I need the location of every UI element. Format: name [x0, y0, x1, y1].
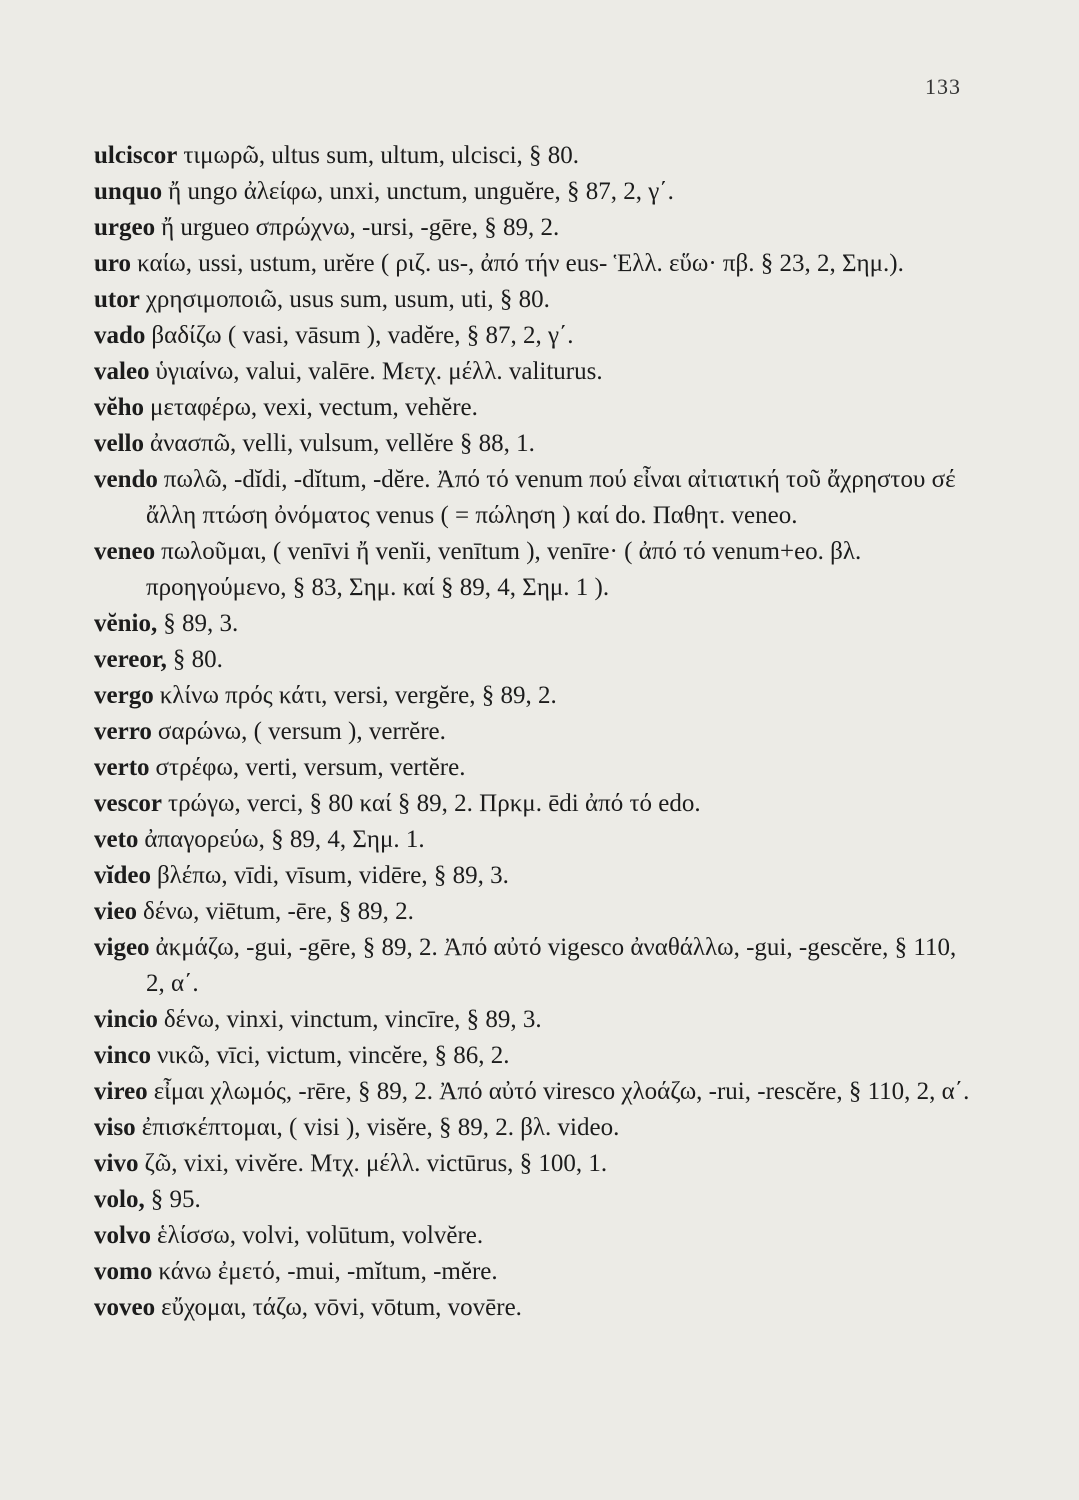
entry-headword: vomo: [94, 1258, 153, 1285]
entry-definition: χρησιμοποιῶ, usus sum, usum, uti, § 80.: [145, 286, 550, 313]
entry-headword: vivo: [94, 1150, 139, 1177]
entry-definition: σαρώνω, ( versum ), verrĕre.: [157, 718, 446, 745]
entry-headword: voveo: [94, 1294, 156, 1321]
dictionary-entry: [94, 138, 974, 174]
entry-definition: δένω, viētum, -ēre, § 89, 2.: [143, 898, 414, 925]
entry-headword: volvo: [94, 1222, 151, 1249]
entry-headword: vieo: [94, 898, 138, 925]
entry-definition: βλέπω, vīdi, vīsum, vidēre, § 89, 3.: [156, 862, 509, 889]
entry-headword: vireo: [94, 1078, 148, 1105]
dictionary-entry: [94, 1074, 974, 1110]
entry-definition: ἑλίσσω, volvi, volūtum, volvĕre.: [156, 1222, 484, 1249]
entry-list: [94, 138, 974, 1326]
entry-definition: κάνω ἐμετό, -mui, -mĭtum, -mĕre.: [158, 1258, 498, 1285]
dictionary-entry: [94, 210, 974, 246]
entry-definition: § 89, 3.: [163, 610, 239, 637]
dictionary-entry: [94, 642, 974, 678]
dictionary-entry: [94, 1290, 974, 1326]
entry-definition: ἀπαγορεύω, § 89, 4, Σημ. 1.: [144, 826, 425, 853]
entry-headword: vado: [94, 322, 146, 349]
dictionary-entry: [94, 606, 974, 642]
dictionary-entry: [94, 750, 974, 786]
dictionary-entry: [94, 354, 974, 390]
entry-definition: μεταφέρω, vexi, vectum, vehĕre.: [150, 394, 478, 421]
entry-headword: verro: [94, 718, 152, 745]
dictionary-entry: [94, 1182, 974, 1218]
entry-headword: vereor,: [94, 646, 167, 673]
entry-headword: vergo: [94, 682, 154, 709]
dictionary-entry: [94, 462, 974, 534]
entry-headword: vĭdeo: [94, 862, 151, 889]
entry-definition: ἀκμάζω, -gui, -gēre, § 89, 2. Ἀπό αὐτό vigesco ἀναθάλλω, -gui, -gescĕre, § 110, 2, α΄.: [146, 934, 957, 997]
entry-headword: vinco: [94, 1042, 151, 1069]
entry-definition: καίω, ussi, ustum, urĕre ( ριζ. us-, ἀπό τήν eus- Ἑλλ. εὕω· πβ. § 23, 2, Σημ.).: [137, 250, 904, 277]
dictionary-entry: [94, 390, 974, 426]
entry-headword: vĕnio,: [94, 610, 158, 637]
entry-headword: vincio: [94, 1006, 158, 1033]
dictionary-entry: [94, 786, 974, 822]
entry-definition: ἐπισκέπτομαι, ( visi ), visĕre, § 89, 2. βλ. video.: [141, 1114, 620, 1141]
entry-headword: vescor: [94, 790, 163, 817]
dictionary-entry: [94, 858, 974, 894]
dictionary-entry: [94, 714, 974, 750]
dictionary-entry: [94, 174, 974, 210]
entry-definition: βαδίζω ( vasi, vāsum ), vadĕre, § 87, 2, γ΄.: [151, 322, 574, 349]
dictionary-entry: [94, 426, 974, 462]
dictionary-entry: [94, 1038, 974, 1074]
entry-headword: viso: [94, 1114, 136, 1141]
entry-headword: ulciscor: [94, 142, 178, 169]
entry-definition: § 95.: [150, 1186, 201, 1213]
dictionary-entry: [94, 282, 974, 318]
entry-headword: valeo: [94, 358, 150, 385]
entry-definition: ζῶ, vixi, vivĕre. Μτχ. μέλλ. victūrus, § 100, 1.: [144, 1150, 608, 1177]
entry-definition: πωλῶ, -dĭdi, -dĭtum, -dĕre. Ἀπό τό venum πού εἶναι αἰτιατική τοῦ ἄχρηστου σέ ἄλλη πτώση ὀνόματος venus ( = πώληση ) καί do. Παθητ. veneo.: [146, 466, 956, 529]
dictionary-entry: [94, 678, 974, 714]
entry-headword: veneo: [94, 538, 156, 565]
dictionary-entry: [94, 1218, 974, 1254]
dictionary-entry: [94, 246, 974, 282]
entry-definition: εἶμαι χλωμός, -rēre, § 89, 2. Ἀπό αὐτό viresco χλοάζω, -rui, -rescĕre, § 110, 2, α΄.: [153, 1078, 970, 1105]
entry-headword: uro: [94, 250, 132, 277]
entry-headword: volo,: [94, 1186, 145, 1213]
page-number: 133: [925, 74, 961, 99]
entry-definition: τρώγω, verci, § 80 καί § 89, 2. Πρκμ. ēdi ἀπό τό edo.: [168, 790, 701, 817]
entry-definition: ὑγιαίνω, valui, valēre. Μετχ. μέλλ. valiturus.: [155, 358, 603, 385]
entry-headword: verto: [94, 754, 150, 781]
dictionary-entry: [94, 1110, 974, 1146]
entry-definition: δένω, vinxi, vinctum, vincīre, § 89, 3.: [163, 1006, 542, 1033]
entry-headword: vello: [94, 430, 144, 457]
entry-headword: unquo: [94, 178, 163, 205]
entry-headword: urgeo: [94, 214, 156, 241]
dictionary-entry: [94, 318, 974, 354]
dictionary-entry: [94, 534, 974, 606]
entry-definition: ἤ ungo ἀλείφω, unxi, unctum, unguĕre, § 87, 2, γ΄.: [168, 178, 674, 205]
entry-headword: vĕho: [94, 394, 144, 421]
dictionary-entry: [94, 1002, 974, 1038]
entry-definition: κλίνω πρός κάτι, versi, vergĕre, § 89, 2.: [159, 682, 557, 709]
dictionary-entry: [94, 930, 974, 1002]
entry-definition: τιμωρῶ, ultus sum, ultum, ulcisci, § 80.: [183, 142, 580, 169]
entry-definition: ἤ urgueo σπρώχνω, -ursi, -gēre, § 89, 2.: [161, 214, 560, 241]
entry-definition: νικῶ, vīci, victum, vincĕre, § 86, 2.: [156, 1042, 510, 1069]
entry-definition: εὔχομαι, τάζω, vōvi, vōtum, vovēre.: [161, 1294, 522, 1321]
entry-headword: vendo: [94, 466, 158, 493]
dictionary-entry: [94, 894, 974, 930]
dictionary-entry: [94, 1146, 974, 1182]
entry-definition: ἀνασπῶ, velli, vulsum, vellĕre § 88, 1.: [150, 430, 535, 457]
dictionary-entry: [94, 1254, 974, 1290]
entry-headword: utor: [94, 286, 140, 313]
entry-definition: πωλοῦμαι, ( venīvi ἤ venĭi, venītum ), venīre· ( ἀπό τό venum+eo. βλ. προηγούμενο, § 83, Σημ. καί § 89, 4, Σημ. 1 ).: [146, 538, 862, 601]
entry-definition: § 80.: [172, 646, 223, 673]
entry-headword: vigeo: [94, 934, 150, 961]
dictionary-entry: [94, 822, 974, 858]
entry-definition: στρέφω, verti, versum, vertĕre.: [155, 754, 466, 781]
entry-headword: veto: [94, 826, 139, 853]
